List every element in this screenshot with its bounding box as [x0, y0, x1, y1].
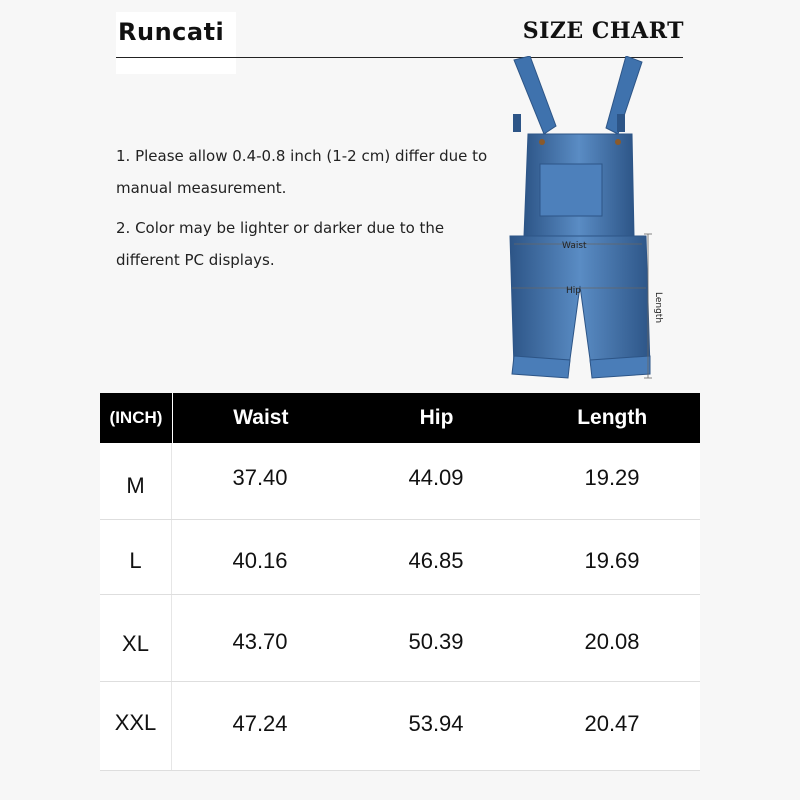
hip-label: Hip [566, 286, 581, 296]
table-row [100, 682, 700, 771]
page-title: SIZE CHART [522, 18, 684, 44]
table-row [100, 443, 700, 520]
length-cell: 20.08 [584, 629, 640, 654]
note-color: 2. Color may be lighter or darker due to the different PC displays. [116, 219, 445, 269]
notes [116, 140, 506, 284]
length-cell: 20.47 [584, 711, 640, 736]
table-row [100, 595, 700, 682]
size-table-header [100, 393, 700, 443]
size-cell: M [100, 443, 172, 519]
size-cell: XXL [100, 682, 172, 770]
hip-cell: 50.39 [408, 629, 464, 654]
waist-header: Waist [233, 406, 289, 429]
length-cell: 19.29 [584, 465, 640, 490]
waist-cell: 40.16 [232, 548, 288, 573]
size-cell: XL [100, 595, 172, 681]
brand-logo [116, 12, 236, 74]
waist-cell: 43.70 [232, 629, 288, 654]
size-cell: L [100, 520, 172, 594]
brand-name: Runcati [118, 18, 225, 46]
waist-cell: 37.40 [232, 465, 288, 490]
hip-cell: 44.09 [408, 465, 464, 490]
length-cell: 19.69 [584, 548, 640, 573]
hip-cell: 46.85 [408, 548, 464, 573]
table-row [100, 520, 700, 595]
hip-header: Hip [419, 406, 454, 429]
length-label: Length [653, 292, 663, 324]
hip-cell: 53.94 [408, 711, 464, 736]
unit-header: (INCH) [100, 393, 173, 443]
waist-cell: 47.24 [232, 711, 288, 736]
length-header: Length [577, 406, 648, 429]
overalls-image [500, 56, 675, 386]
size-table [100, 393, 700, 771]
note-measurement: 1. Please allow 0.4-0.8 inch (1-2 cm) differ due to manual measurement. [116, 147, 488, 197]
waist-label: Waist [562, 241, 587, 251]
